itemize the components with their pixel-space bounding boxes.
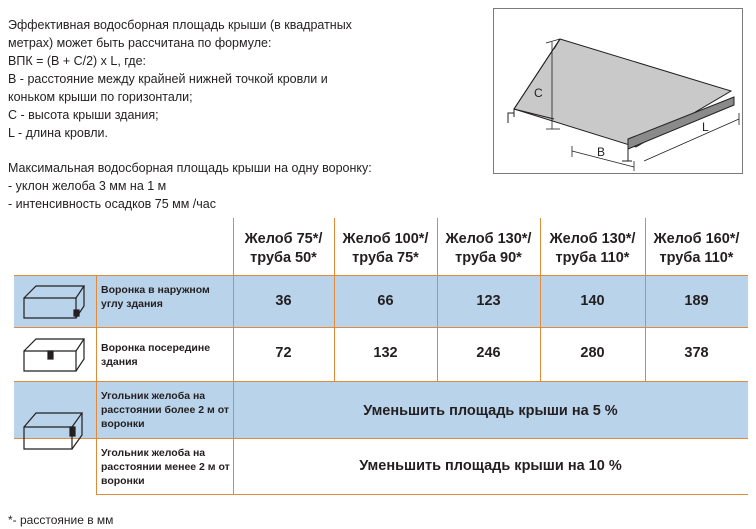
table-cell: 140 bbox=[580, 293, 605, 309]
grid-line bbox=[14, 438, 748, 439]
merged-cell: Уменьшить площадь крыши на 5 % bbox=[363, 403, 618, 419]
table-cell: 378 bbox=[684, 345, 709, 361]
column-header: Желоб 130*/ труба 90* bbox=[445, 231, 532, 266]
intro-line: В - расстояние между крайней нижней точкой кровли и bbox=[8, 72, 328, 86]
table-cell: 246 bbox=[476, 345, 501, 361]
row-label: Угольник желоба на расстоянии более 2 м от воронки bbox=[101, 390, 230, 430]
intro-line: С - высота крыши здания; bbox=[8, 108, 159, 122]
table-cell: 280 bbox=[580, 345, 605, 361]
roof-diagram bbox=[493, 8, 743, 174]
roof-drawing bbox=[494, 9, 742, 173]
building-gutter-corner-icon bbox=[18, 405, 90, 453]
conditions-title: Максимальная водосборная площадь крыши на одну воронку: bbox=[8, 161, 372, 175]
grid-line bbox=[14, 327, 748, 328]
building-corner-icon bbox=[18, 280, 90, 322]
grid-line bbox=[96, 275, 97, 494]
column-header: Желоб 75*/ труба 50* bbox=[244, 231, 323, 266]
table-cell: 66 bbox=[377, 293, 394, 309]
intro-line: L - длина кровли. bbox=[8, 126, 108, 140]
grid-line bbox=[96, 494, 748, 495]
condition-item: - интенсивность осадков 75 мм /час bbox=[8, 197, 216, 211]
table-cell: 36 bbox=[275, 293, 292, 309]
intro-line: метрах) может быть рассчитана по формуле: bbox=[8, 36, 272, 50]
footnote: *- расстояние в мм bbox=[8, 513, 114, 527]
grid-line bbox=[14, 275, 748, 276]
label-l: L bbox=[702, 120, 709, 134]
label-c: C bbox=[534, 86, 543, 100]
column-header: Желоб 100*/ труба 75* bbox=[342, 231, 429, 266]
row-label: Воронка посередине здания bbox=[101, 342, 211, 368]
row-label: Угольник желоба на расстоянии менее 2 м от воронки bbox=[101, 447, 230, 487]
table-cell: 189 bbox=[684, 293, 709, 309]
merged-cell: Уменьшить площадь крыши на 10 % bbox=[359, 458, 622, 474]
table-cell: 72 bbox=[275, 345, 292, 361]
row-label: Воронка в наружном углу здания bbox=[101, 284, 210, 310]
intro-line: коньком крыши по горизонтали; bbox=[8, 90, 193, 104]
intro-text bbox=[8, 16, 428, 213]
label-b: B bbox=[597, 145, 606, 159]
table-cell: 123 bbox=[476, 293, 501, 309]
column-header: Желоб 130*/ труба 110* bbox=[549, 231, 636, 266]
condition-item: - уклон желоба 3 мм на 1 м bbox=[8, 179, 167, 193]
formula-line: ВПК = (В + С/2) х L, где: bbox=[8, 54, 147, 68]
column-header: Желоб 160*/ труба 110* bbox=[653, 231, 740, 266]
intro-line: Эффективная водосборная площадь крыши (в квадратных bbox=[8, 18, 352, 32]
table-cell: 132 bbox=[373, 345, 398, 361]
grid-line bbox=[14, 381, 748, 382]
building-middle-icon bbox=[18, 333, 90, 375]
